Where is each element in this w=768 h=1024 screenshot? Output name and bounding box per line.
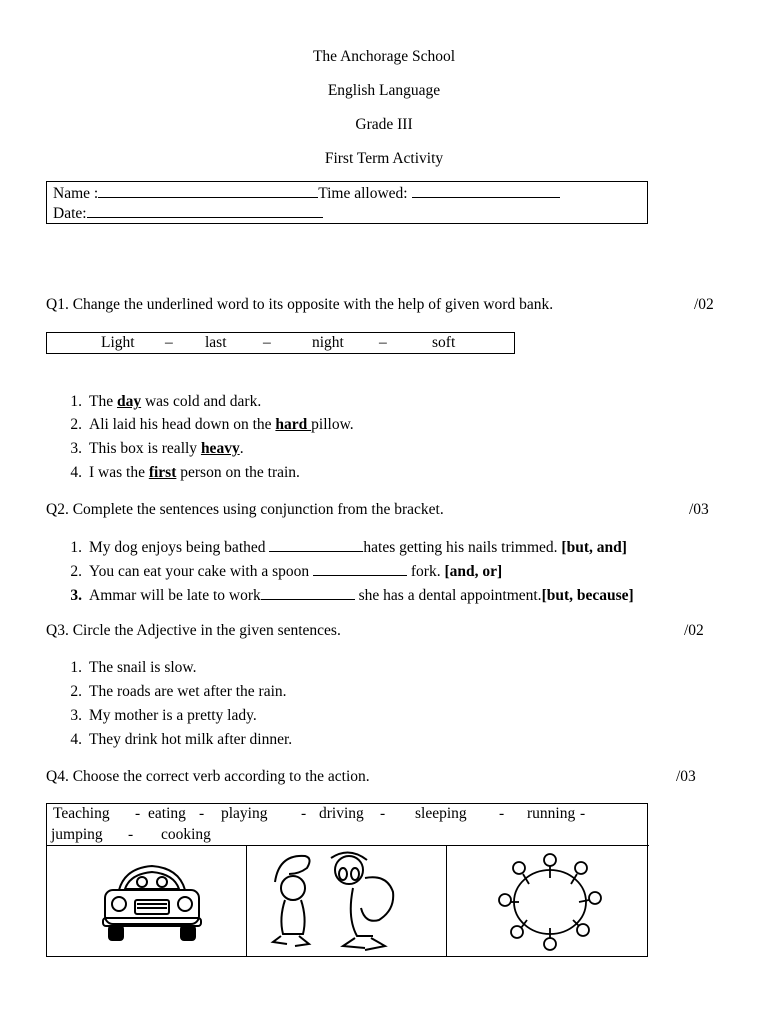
word-bank-separator: –: [379, 334, 387, 351]
sentence-text: The: [89, 393, 117, 410]
word-bank-item: last: [205, 334, 227, 351]
term-title: First Term Activity: [324, 150, 444, 167]
item-number: 2.: [70, 563, 82, 580]
q1-item: [60, 393, 261, 411]
verb-option: running: [527, 805, 576, 822]
sentence-text: My dog enjoys being bathed: [89, 539, 270, 556]
sentence-text: fork.: [407, 563, 445, 580]
column-divider: [446, 845, 447, 957]
conjunction-options: [but, and]: [561, 539, 627, 556]
word-bank-item: night: [312, 334, 344, 351]
q3-prompt: Q3. Circle the Adjective in the given sentences.: [46, 622, 341, 639]
q2-item: [60, 538, 627, 557]
q3-marks: /02: [684, 622, 704, 639]
sentence-text: .: [239, 440, 244, 457]
sentence-text: hates getting his nails trimmed.: [363, 539, 562, 556]
verb-separator: -: [199, 805, 205, 822]
cartoon-characters-picture: [269, 848, 419, 952]
q2-item: [60, 586, 634, 605]
q1-item: [60, 464, 300, 482]
children-playing-picture: [495, 850, 605, 954]
q1-item: [60, 416, 354, 434]
sentence-text: I was the: [89, 464, 149, 481]
q3-item: [60, 731, 292, 749]
verb-option: sleeping: [415, 805, 467, 822]
verb-option: cooking: [161, 826, 211, 843]
verb-separator: -: [380, 805, 386, 822]
verb-separator: -: [128, 826, 134, 843]
name-field[interactable]: [98, 184, 318, 198]
sentence-text: person on the train.: [176, 464, 300, 481]
sentence-text[interactable]: The snail is slow.: [89, 659, 197, 676]
q3-item: [60, 683, 287, 701]
sentence-text: pillow.: [311, 416, 354, 433]
q2-item: [60, 562, 502, 581]
q1-marks: /02: [694, 296, 714, 313]
item-number: 3.: [70, 707, 82, 724]
q1-item: [60, 440, 244, 458]
item-number: 1.: [70, 393, 82, 410]
sentence-text[interactable]: They drink hot milk after dinner.: [89, 731, 293, 748]
verb-separator: -: [499, 805, 505, 822]
answer-blank[interactable]: [313, 562, 407, 576]
q3-item: [60, 659, 197, 677]
underlined-word: heavy: [200, 440, 240, 457]
sentence-text: You can eat your cake with a spoon: [89, 563, 313, 580]
q4-marks: /03: [676, 768, 696, 785]
grade-title: Grade III: [355, 116, 413, 133]
sentence-text: was cold and dark.: [141, 393, 262, 410]
q2-marks: /03: [689, 501, 709, 518]
subject-title: English Language: [327, 82, 441, 99]
sentence-text: Ali laid his head down on the: [89, 416, 276, 433]
item-number: 1.: [70, 539, 82, 556]
item-number: 2.: [70, 416, 82, 433]
answer-blank[interactable]: [269, 538, 363, 552]
verb-option: driving: [319, 805, 364, 822]
sentence-text: This box is really: [89, 440, 201, 457]
word-bank-item: soft: [432, 334, 456, 351]
school-name: The Anchorage School: [312, 48, 456, 65]
row-divider: [47, 845, 647, 846]
verb-option: playing: [221, 805, 268, 822]
verb-separator: -: [580, 805, 586, 822]
word-bank-item: Light: [101, 334, 135, 351]
q3-item: [60, 707, 257, 725]
name-row: [53, 184, 560, 203]
sentence-text: she has a dental appointment.: [354, 587, 542, 604]
conjunction-options: [and, or]: [444, 563, 503, 580]
conjunction-options: [but, because]: [541, 587, 634, 604]
car-driving-picture: [97, 856, 207, 948]
column-divider: [246, 845, 247, 957]
q4-table: [46, 803, 648, 957]
date-row: [53, 204, 323, 223]
underlined-word: hard: [275, 416, 312, 433]
word-bank-separator: –: [165, 334, 173, 351]
underlined-word: first: [148, 464, 177, 481]
name-label: Name :: [53, 185, 99, 202]
date-label: Date:: [53, 205, 87, 222]
sentence-text[interactable]: My mother is a pretty lady.: [89, 707, 257, 724]
date-field[interactable]: [87, 204, 323, 218]
q4-prompt: Q4. Choose the correct verb according to the action.: [46, 768, 370, 785]
q1-word-bank: [46, 332, 515, 354]
underlined-word: day: [116, 393, 142, 410]
verb-option: Teaching: [53, 805, 110, 822]
q2-prompt: Q2. Complete the sentences using conjunction from the bracket.: [46, 501, 444, 518]
item-number: 4.: [70, 731, 82, 748]
item-number: 2.: [70, 683, 82, 700]
verb-separator: -: [135, 805, 141, 822]
item-number: 3.: [70, 440, 82, 457]
word-bank-separator: –: [263, 334, 271, 351]
time-label: Time allowed:: [318, 185, 408, 202]
q1-prompt: Q1. Change the underlined word to its opposite with the help of given word bank.: [46, 296, 554, 313]
verb-option: jumping: [51, 826, 103, 843]
sentence-text[interactable]: The roads are wet after the rain.: [89, 683, 287, 700]
verb-option: eating: [148, 805, 186, 822]
sentence-text: Ammar will be late to work: [89, 587, 261, 604]
item-number: 4.: [70, 464, 82, 481]
student-info-box: [46, 181, 648, 224]
item-number: 1.: [70, 659, 82, 676]
time-field[interactable]: [412, 184, 560, 198]
verb-separator: -: [301, 805, 307, 822]
item-number: 3.: [70, 587, 82, 604]
answer-blank[interactable]: [261, 586, 355, 600]
